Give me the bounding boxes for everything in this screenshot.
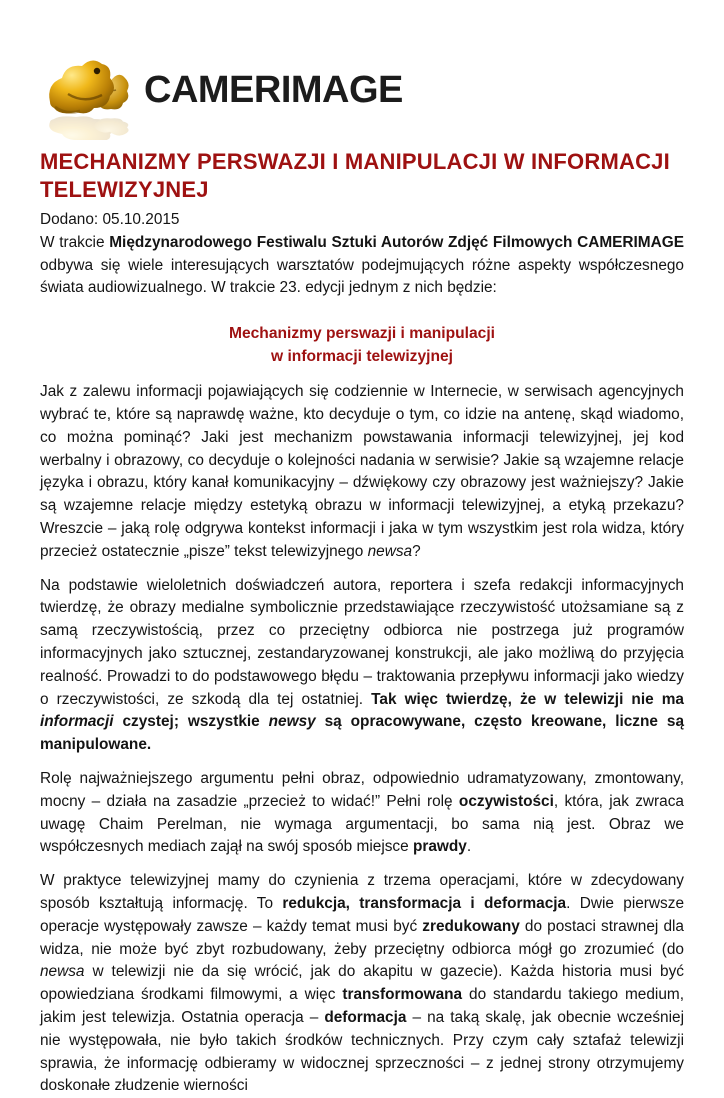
workshop-subtitle [40,322,684,368]
camerimage-logo [40,0,684,140]
workshop-subtitle-line1: Mechanizmy perswazji i manipulacji [228,325,496,343]
article-title: MECHANIZMY PERSWAZJI I MANIPULACJI W INFORMACJI TELEWIZYJNEJ [40,149,670,202]
date-added: Dodano: 05.10.2015 [40,211,180,228]
paragraph-operations: W praktyce telewizyjnej mamy do czynienia z trzema operacjami, które w zdecydowany sposób kształtują informację. To redukcja, transformacja i deformacja. Dwie pierwsze operacje występowały zawsze – każdy temat musi być zredukowany do postaci strawnej dla widza, nie może być zbyt rozbudowany, żeby przeciętny odbiorca mógł go zrozumieć (do newsa w telewizji nie da się wrócić, jak do akapitu w gazecie). Każda historia musi być opowiedziana środkami filmowymi, a więc transformowana do standardu takiego medium, jakim jest telewizja. Ostatnia operacja – deformacja – na taką skalę, jak obecnie wcześniej nie występowała, nie było takich środków technicznych. Przy czym cały sztafaż telewizji sprawia, że informację odbieramy w widocznej sprzeczności – z jednej strony otrzymujemy doskonałe złudzenie wierności [40,872,685,1095]
paragraph-intro: W trakcie Międzynarodowego Festiwalu Sztuki Autorów Zdjęć Filmowych CAMERIMAGE odbywa się wiele interesujących warsztatów podejmujących różne aspekty współczesnego świata audiowizualnego. W trakcie 23. edycji jednym z nich będzie: [40,233,684,297]
paragraph-questions: Jak z zalewu informacji pojawiających się codziennie w Internecie, w serwisach agencyjnych wybrać te, które są naprawdę ważne, kto decyduje o tym, co idzie na antenę, skąd wiadomo, co można pominąć? Jaki jest mechanizm powstawania informacji telewizyjnej, jej kod werbalny i obrazowy, co decyduje o kolejności nadania w serwisie? Jakie są wzajemne relacje języka i obrazu, który kanał komunikacyjny – dźwiękowy czy obrazowy jest ważniejszy? Jakie są wzajemne relacje między estetyką obrazu w informacji telewizyjnej, a etyką przekazu? Wreszcie – jaką rolę odgrywa kontekst informacji i jaka w tym wszystkim jest rola widza, który przecież ostatecznie „pisze” tekst telewizyjnego newsa? [40,383,684,560]
paragraph-image-argument: Rolę najważniejszego argumentu pełni obraz, odpowiednio udramatyzowany, zmontowany, mocny – działa na zasadzie „przecież to widać!” Pełni rolę oczywistości, która, jak zwraca uwagę Chaim Perelman, nie wymaga argumentacji, bo sama nią jest. Obraz we współczesnych mediach zajął na swój sposób miejsce prawdy. [40,769,684,856]
logo-wordmark: CAMERIMAGE [144,69,403,111]
workshop-subtitle-line2: w informacji telewizyjnej [271,348,453,366]
paragraph-thesis: Na podstawie wieloletnich doświadczeń autora, reportera i szefa redakcji informacyjnych twierdzę, że obrazy medialne symbolicznie przedstawiające rzeczywistość utożsamiane są z samą rzeczywistością, przez co przeciętny odbiorca nie postrzega już programów informacyjnych jako sztucznej, zestandaryzowanej konstrukcji, ale jako możliwą do przyjęcia realność. Prowadzi to do podstawowego błędu – traktowania przepływu informacji jako wiedzy o rzeczywistości, ze szkodą dla tej ostatniej. Tak więc twierdzę, że w telewizji nie ma informacji czystej; wszystkie newsy są opracowywane, często kreowane, liczne są manipulowane. [40,576,684,754]
golden-frog-icon [40,48,132,140]
